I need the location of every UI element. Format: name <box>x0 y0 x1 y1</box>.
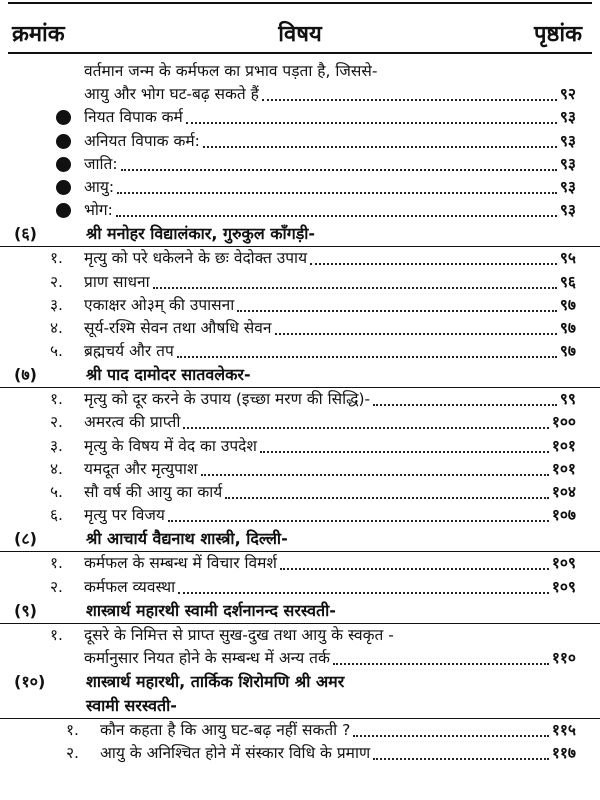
bullet-dot-icon <box>56 203 71 218</box>
list-item <box>0 624 600 647</box>
item-text: दूसरे के निमित्त से प्राप्त सुख-दुख तथा आयु के स्वकृत - <box>84 625 394 644</box>
leader-dots <box>262 83 557 101</box>
item-index: ४. <box>50 459 63 478</box>
bullet-text: भोग: <box>84 201 113 220</box>
list-item <box>0 552 600 575</box>
bullet-item <box>0 176 600 199</box>
section-title: शास्त्रार्थ महारथी, तार्किक शिरोमणि श्री अमर <box>86 672 345 692</box>
page-number: ९३ <box>559 108 576 127</box>
item-text: मृत्यु को परे धकेलने के छः वेदोक्त उपाय <box>84 249 308 268</box>
bullet-text: अनियत विपाक कर्म: <box>84 131 200 150</box>
item-text: मृत्यु को दूर करने के उपाय (इच्छा मरण की सिद्धि)- <box>84 390 371 409</box>
item-index: १. <box>50 554 63 573</box>
item-text-continued: कर्मानुसार नियत होने के सम्बन्ध में अन्य तर्क <box>84 648 330 667</box>
section-number: (९) <box>14 600 37 620</box>
leader-dots <box>183 411 549 429</box>
leader-dots <box>373 742 549 760</box>
list-item <box>0 504 600 527</box>
page-number: १०१ <box>551 459 576 478</box>
leader-dots <box>186 106 557 124</box>
item-index: ४. <box>50 318 63 337</box>
page-number: ९७ <box>559 295 576 314</box>
item-text: आयु के अनिश्चित होने में संस्कार विधि के प्रमाण <box>100 744 371 763</box>
item-index: १. <box>50 249 63 268</box>
page-number: ९७ <box>559 318 576 337</box>
leader-dots <box>117 176 557 194</box>
item-text: यमदूत और मृत्युपाश <box>84 459 198 478</box>
section-heading-continued <box>0 694 600 719</box>
bullet-item <box>0 199 600 222</box>
bullet-dot-icon <box>56 180 71 195</box>
leader-dots <box>310 247 557 265</box>
list-item-continuation <box>0 647 600 670</box>
bullet-item <box>0 106 600 129</box>
leader-dots <box>225 481 549 499</box>
section-heading <box>0 363 600 388</box>
list-item <box>0 481 600 504</box>
header-serial: क्रमांक <box>12 22 65 47</box>
leader-dots <box>121 153 557 171</box>
list-item <box>0 435 600 458</box>
page-number: १०९ <box>551 577 576 596</box>
item-index: २. <box>50 413 63 432</box>
list-item <box>0 458 600 481</box>
item-index: २. <box>66 744 79 763</box>
page-number: १०७ <box>551 506 576 525</box>
leader-dots <box>373 388 557 406</box>
leader-dots <box>153 271 557 289</box>
page-number: ९३ <box>559 154 576 173</box>
leader-dots <box>333 647 549 665</box>
item-index: १. <box>50 625 63 644</box>
page-number: १०१ <box>551 436 576 455</box>
item-text: मृत्यु पर विजय <box>84 506 165 525</box>
page-number: ९३ <box>559 177 576 196</box>
list-item <box>0 742 600 765</box>
section-heading <box>0 670 600 694</box>
section-heading <box>0 599 600 624</box>
item-index: ५. <box>50 342 63 361</box>
section-number: (१०) <box>14 672 46 692</box>
intro-line-1 <box>0 60 600 83</box>
bullet-text: नियत विपाक कर्म <box>84 108 183 127</box>
page-number: १०० <box>551 413 576 432</box>
item-index: १. <box>66 721 79 740</box>
page-number: ९३ <box>559 201 576 220</box>
list-item <box>0 271 600 294</box>
item-text: एकाक्षर ओ३म् की उपासना <box>84 295 235 314</box>
page-number: ११० <box>551 648 576 667</box>
item-index: २. <box>50 272 63 291</box>
page-number: १०९ <box>551 554 576 573</box>
item-text: अमरत्व की प्राप्ती <box>84 413 181 432</box>
bullet-text: जाति: <box>84 154 118 173</box>
top-rule <box>8 2 592 8</box>
item-index: १. <box>50 390 63 409</box>
list-item <box>0 317 600 340</box>
leader-dots <box>237 294 557 312</box>
leader-dots <box>168 504 549 522</box>
item-index: ३. <box>50 436 63 455</box>
leader-dots <box>275 317 557 335</box>
list-item <box>0 411 600 434</box>
section-title: श्री आचार्य वैद्यनाथ शास्त्री, दिल्ली- <box>86 529 288 549</box>
leader-dots <box>178 576 549 594</box>
item-text: मृत्यु के विषय में वेद का उपदेश <box>84 436 257 455</box>
intro-line-2 <box>0 83 600 106</box>
item-text: कर्मफल व्यवस्था <box>84 577 176 596</box>
intro-text-1: वर्तमान जन्म के कर्मफल का प्रभाव पड़ता है, जिससे- <box>84 62 378 80</box>
page-number: ९५ <box>559 249 576 268</box>
section-heading <box>0 222 600 247</box>
item-text: कौन कहता है कि आयु घट-बढ़ नहीं सकती ? <box>100 721 351 740</box>
intro-text-2: आयु और भोग घट-बढ़ सकते हैं <box>84 85 259 104</box>
header-page: पृष्ठांक <box>533 22 582 47</box>
bullet-dot-icon <box>56 157 71 172</box>
leader-dots <box>260 435 549 453</box>
section-number: (६) <box>14 224 37 244</box>
section-heading <box>0 527 600 552</box>
section-title: श्री पाद दामोदर सातवलेकर- <box>86 365 251 385</box>
item-text: प्राण साधना <box>84 272 150 291</box>
section-title: शास्त्रार्थ महारथी स्वामी दर्शनानन्द सरस्वती- <box>86 600 336 620</box>
bullet-text: आयु: <box>84 177 115 196</box>
item-text: ब्रह्मचर्य और तप <box>84 342 174 361</box>
item-text: सूर्य-रश्मि सेवन तथा औषधि सेवन <box>84 318 272 337</box>
page-number: १०४ <box>551 483 576 501</box>
item-text: सौ वर्ष की आयु का कार्य <box>84 483 223 501</box>
list-item <box>0 576 600 599</box>
leader-dots <box>177 340 557 358</box>
header-rule <box>8 52 592 54</box>
section-number: (८) <box>14 529 37 549</box>
list-item <box>0 294 600 317</box>
item-index: २. <box>50 577 63 596</box>
page-number: ९६ <box>559 272 576 291</box>
section-title-continued: स्वामी सरस्वती- <box>86 696 177 716</box>
item-index: ३. <box>50 295 63 314</box>
page-number: ११७ <box>551 744 576 763</box>
bullet-item <box>0 153 600 176</box>
leader-dots <box>353 719 549 737</box>
table-header <box>0 14 600 50</box>
page-number: ९९ <box>559 390 576 409</box>
toc-rows <box>0 60 600 766</box>
item-index: ६. <box>50 506 63 525</box>
section-title: श्री मनोहर विद्यालंकार, गुरुकुल काँगड़ी- <box>86 224 316 244</box>
page-number: ९२ <box>559 85 576 104</box>
header-subject: विषय <box>278 22 322 47</box>
leader-dots <box>116 199 557 217</box>
bullet-dot-icon <box>56 134 71 149</box>
page-number: ९७ <box>559 342 576 361</box>
leader-dots <box>203 130 557 148</box>
bullet-dot-icon <box>56 110 71 125</box>
list-item <box>0 340 600 363</box>
list-item <box>0 719 600 742</box>
item-text: कर्मफल के सम्बन्ध में विचार विमर्श <box>84 554 277 573</box>
item-index: ५. <box>50 483 63 501</box>
list-item <box>0 247 600 270</box>
page-number: ९३ <box>559 131 576 150</box>
list-item <box>0 388 600 411</box>
page-number: ११५ <box>551 721 576 740</box>
section-number: (७) <box>14 365 37 385</box>
leader-dots <box>280 552 549 570</box>
bullet-item <box>0 130 600 153</box>
leader-dots <box>201 458 549 476</box>
